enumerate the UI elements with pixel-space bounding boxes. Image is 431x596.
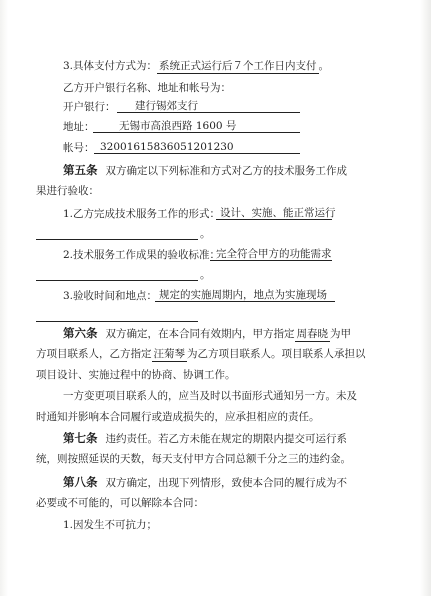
article6-line3: 项目设计、实施过程中的协商、协调工作。: [36, 369, 236, 381]
article5-item3-continuation: [36, 309, 198, 322]
article7-line1: [63, 431, 347, 446]
article8-line2: 必要或不可能的，可以解除本合同：: [36, 497, 204, 509]
article6-line1: [63, 326, 351, 342]
article5-item2-field: [210, 248, 332, 261]
bank-name-value: 建行锡郊支行: [135, 100, 198, 112]
article6-contact-a: 周春晓: [296, 328, 328, 340]
bank-name-field: [117, 100, 300, 113]
article5-item2-value: 完全符合甲方的功能需求: [216, 248, 332, 260]
article6-text1: 双方确定，在本合同有效期内，甲方指定: [105, 328, 295, 340]
article7-heading: 第七条: [63, 431, 98, 445]
article5-item2-continuation: [36, 268, 198, 281]
payment-method-value: 系统正式运行后７个工作日内支付: [159, 60, 317, 72]
article6-text2b: 为乙方项目联系人。项目联系人承担以: [187, 348, 366, 360]
article6-text2: 方项目联系人，乙方指定: [36, 348, 152, 360]
article6-line5: 时通知并影响本合同履行或造成损失的，应承担相应的责任。: [36, 411, 320, 423]
article5-item1-label: 1.乙方完成技术服务工作的形式：: [63, 208, 221, 220]
article5-text2: 果进行验收：: [36, 185, 99, 197]
article5-line1: [63, 163, 347, 178]
article5-item1-value: 设计、实施、能正常运行: [220, 207, 336, 219]
article5-item1-continuation: [36, 227, 198, 240]
account-label: 帐号：: [63, 142, 95, 154]
article5-item3-value: 规定的实施周期内，地点为实施现场: [159, 289, 327, 301]
article5-item1-end: 。: [200, 228, 211, 240]
article8-text1: 双方确定，出现下列情形，致使本合同的履行成为不: [105, 477, 347, 489]
address-label: 地址：: [63, 121, 95, 133]
article5-item2-end: 。: [200, 269, 211, 281]
article5-heading: 第五条: [63, 163, 98, 177]
payment-method-line: [63, 59, 329, 74]
article5-item3-label: 3.验收时间和地点：: [63, 290, 158, 302]
article7-line2: 统，则按照延误的天数，每天支付甲方合同总额千分之三的违约金。: [36, 453, 351, 465]
article8-item1: 1.因发生不可抗力；: [63, 519, 158, 531]
bank-intro: 乙方开户银行名称、地址和帐号为：: [63, 82, 231, 94]
article6-line4: 一方变更项目联系人的，应当及时以书面形式通知另一方。未及: [63, 390, 357, 402]
article6-heading: 第六条: [63, 326, 98, 340]
bank-name-label: 开户银行：: [63, 101, 116, 113]
article5-item3-field: [155, 289, 335, 302]
article8-heading: 第八条: [63, 475, 98, 489]
account-field: [94, 141, 300, 154]
article8-line1: [63, 475, 347, 490]
payment-method-label: 3.具体支付方式为：: [63, 60, 158, 72]
address-value: 无锡市高浪西路 1600 号: [119, 120, 237, 132]
article7-text1: 违约责任。若乙方未能在规定的期限内提交可运行系: [105, 433, 347, 445]
article5-text1: 双方确定以下列标准和方式对乙方的技术服务工作成: [105, 165, 347, 177]
article5-item2-label: 2.技术服务工作成果的验收标准：: [63, 249, 221, 261]
article6-text1b: 为甲: [330, 328, 351, 340]
account-value: 32001615836051201230: [100, 141, 234, 153]
article6-contact-b: 汪菊琴: [153, 348, 185, 360]
address-field: [93, 120, 300, 133]
article6-line2: [36, 347, 366, 362]
article5-item1-field: [216, 207, 336, 220]
payment-method-end: 。: [318, 60, 330, 72]
